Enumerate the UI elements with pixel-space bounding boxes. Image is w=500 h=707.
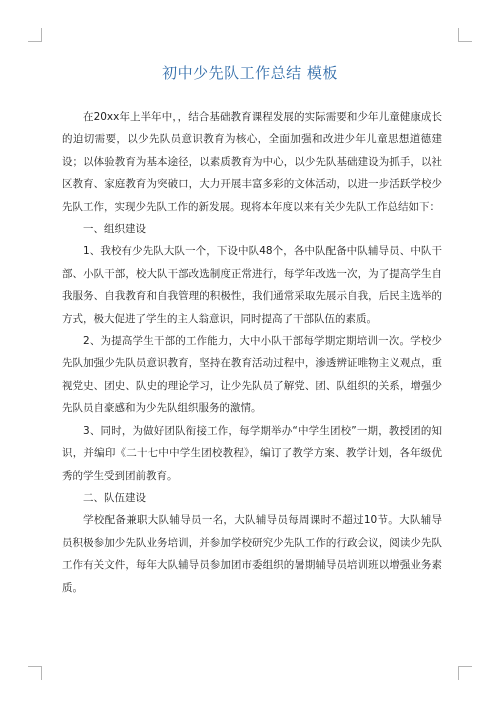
section-heading-team: 二、队伍建设: [83, 491, 146, 504]
paragraph-organization-2: 2、为提高学生干部的工作能力，大中小队干部每学期定期培训一次。学校少先队加强少先队员意识教育，坚持在教育活动过程中，渗透辨证唯物主义观点，重视党史、团史、队史的理论学习，让少先队员了解党、团、队组织的关系，增强少先队员自豪感和为少先队组织服务的激情。: [62, 335, 442, 415]
crop-mark-top-right-v: [458, 28, 459, 42]
section-heading-organization: 一、组织建设: [83, 223, 146, 236]
paragraph-organization-1: 1、我校有少先队大队一个，下设中队48个，各中队配备中队辅导员、中队干部、小队干部，校大队干部改选制度正常进行，每学年改选一次，为了提高学生自我服务、自我教育和自我管理的积极性，我们通常采取先展示自我，后民主选举的方式，极大促进了学生的主人翁意识，同时提高了干部队伍的素质。: [62, 245, 442, 325]
crop-mark-bottom-left-h: [28, 666, 42, 667]
document-body: [62, 106, 442, 599]
crop-mark-top-left-v: [41, 28, 42, 42]
crop-mark-top-left-h: [28, 41, 42, 42]
intro-paragraph: 在20xx年上半年中，，结合基础教育课程发展的实际需要和少年儿童健康成长的迫切需要，以少先队员意识教育为核心，全面加强和改进少年儿童思想道德建设；以体验教育为基本途径，以素质教育为中心，以少先队基础建设为抓手，以社区教育、家庭教育为突破口，大力开展丰富多彩的文体活动，以进一步活跃学校少先队工作，实现少先队工作的新发展。现将本年度以来有关少先队工作总结如下：: [62, 111, 442, 213]
paragraph-team-1: 学校配备兼职大队辅导员一名，大队辅导员每周课时不超过10节。大队辅导员积极参加少先队业务培训，并参加学校研究少先队工作的行政会议，阅读少先队工作有关文件，每年大队辅导员参加团市委组织的暑期辅导员培训班以增强业务素质。: [62, 514, 442, 594]
paragraph-organization-3: 3、同时，为做好团队衔接工作，每学期举办“中学生团校”一期，教授团的知识，并编印《二十七中中学生团校教程》，编订了教学方案、教学计划，各年级优秀的学生受到团前教育。: [62, 424, 442, 482]
crop-mark-bottom-left-v: [41, 666, 42, 680]
crop-mark-bottom-right-h: [458, 666, 472, 667]
crop-mark-top-right-h: [458, 41, 472, 42]
crop-mark-bottom-right-v: [458, 666, 459, 680]
document-title: 初中少先队工作总结 模板: [162, 64, 338, 82]
